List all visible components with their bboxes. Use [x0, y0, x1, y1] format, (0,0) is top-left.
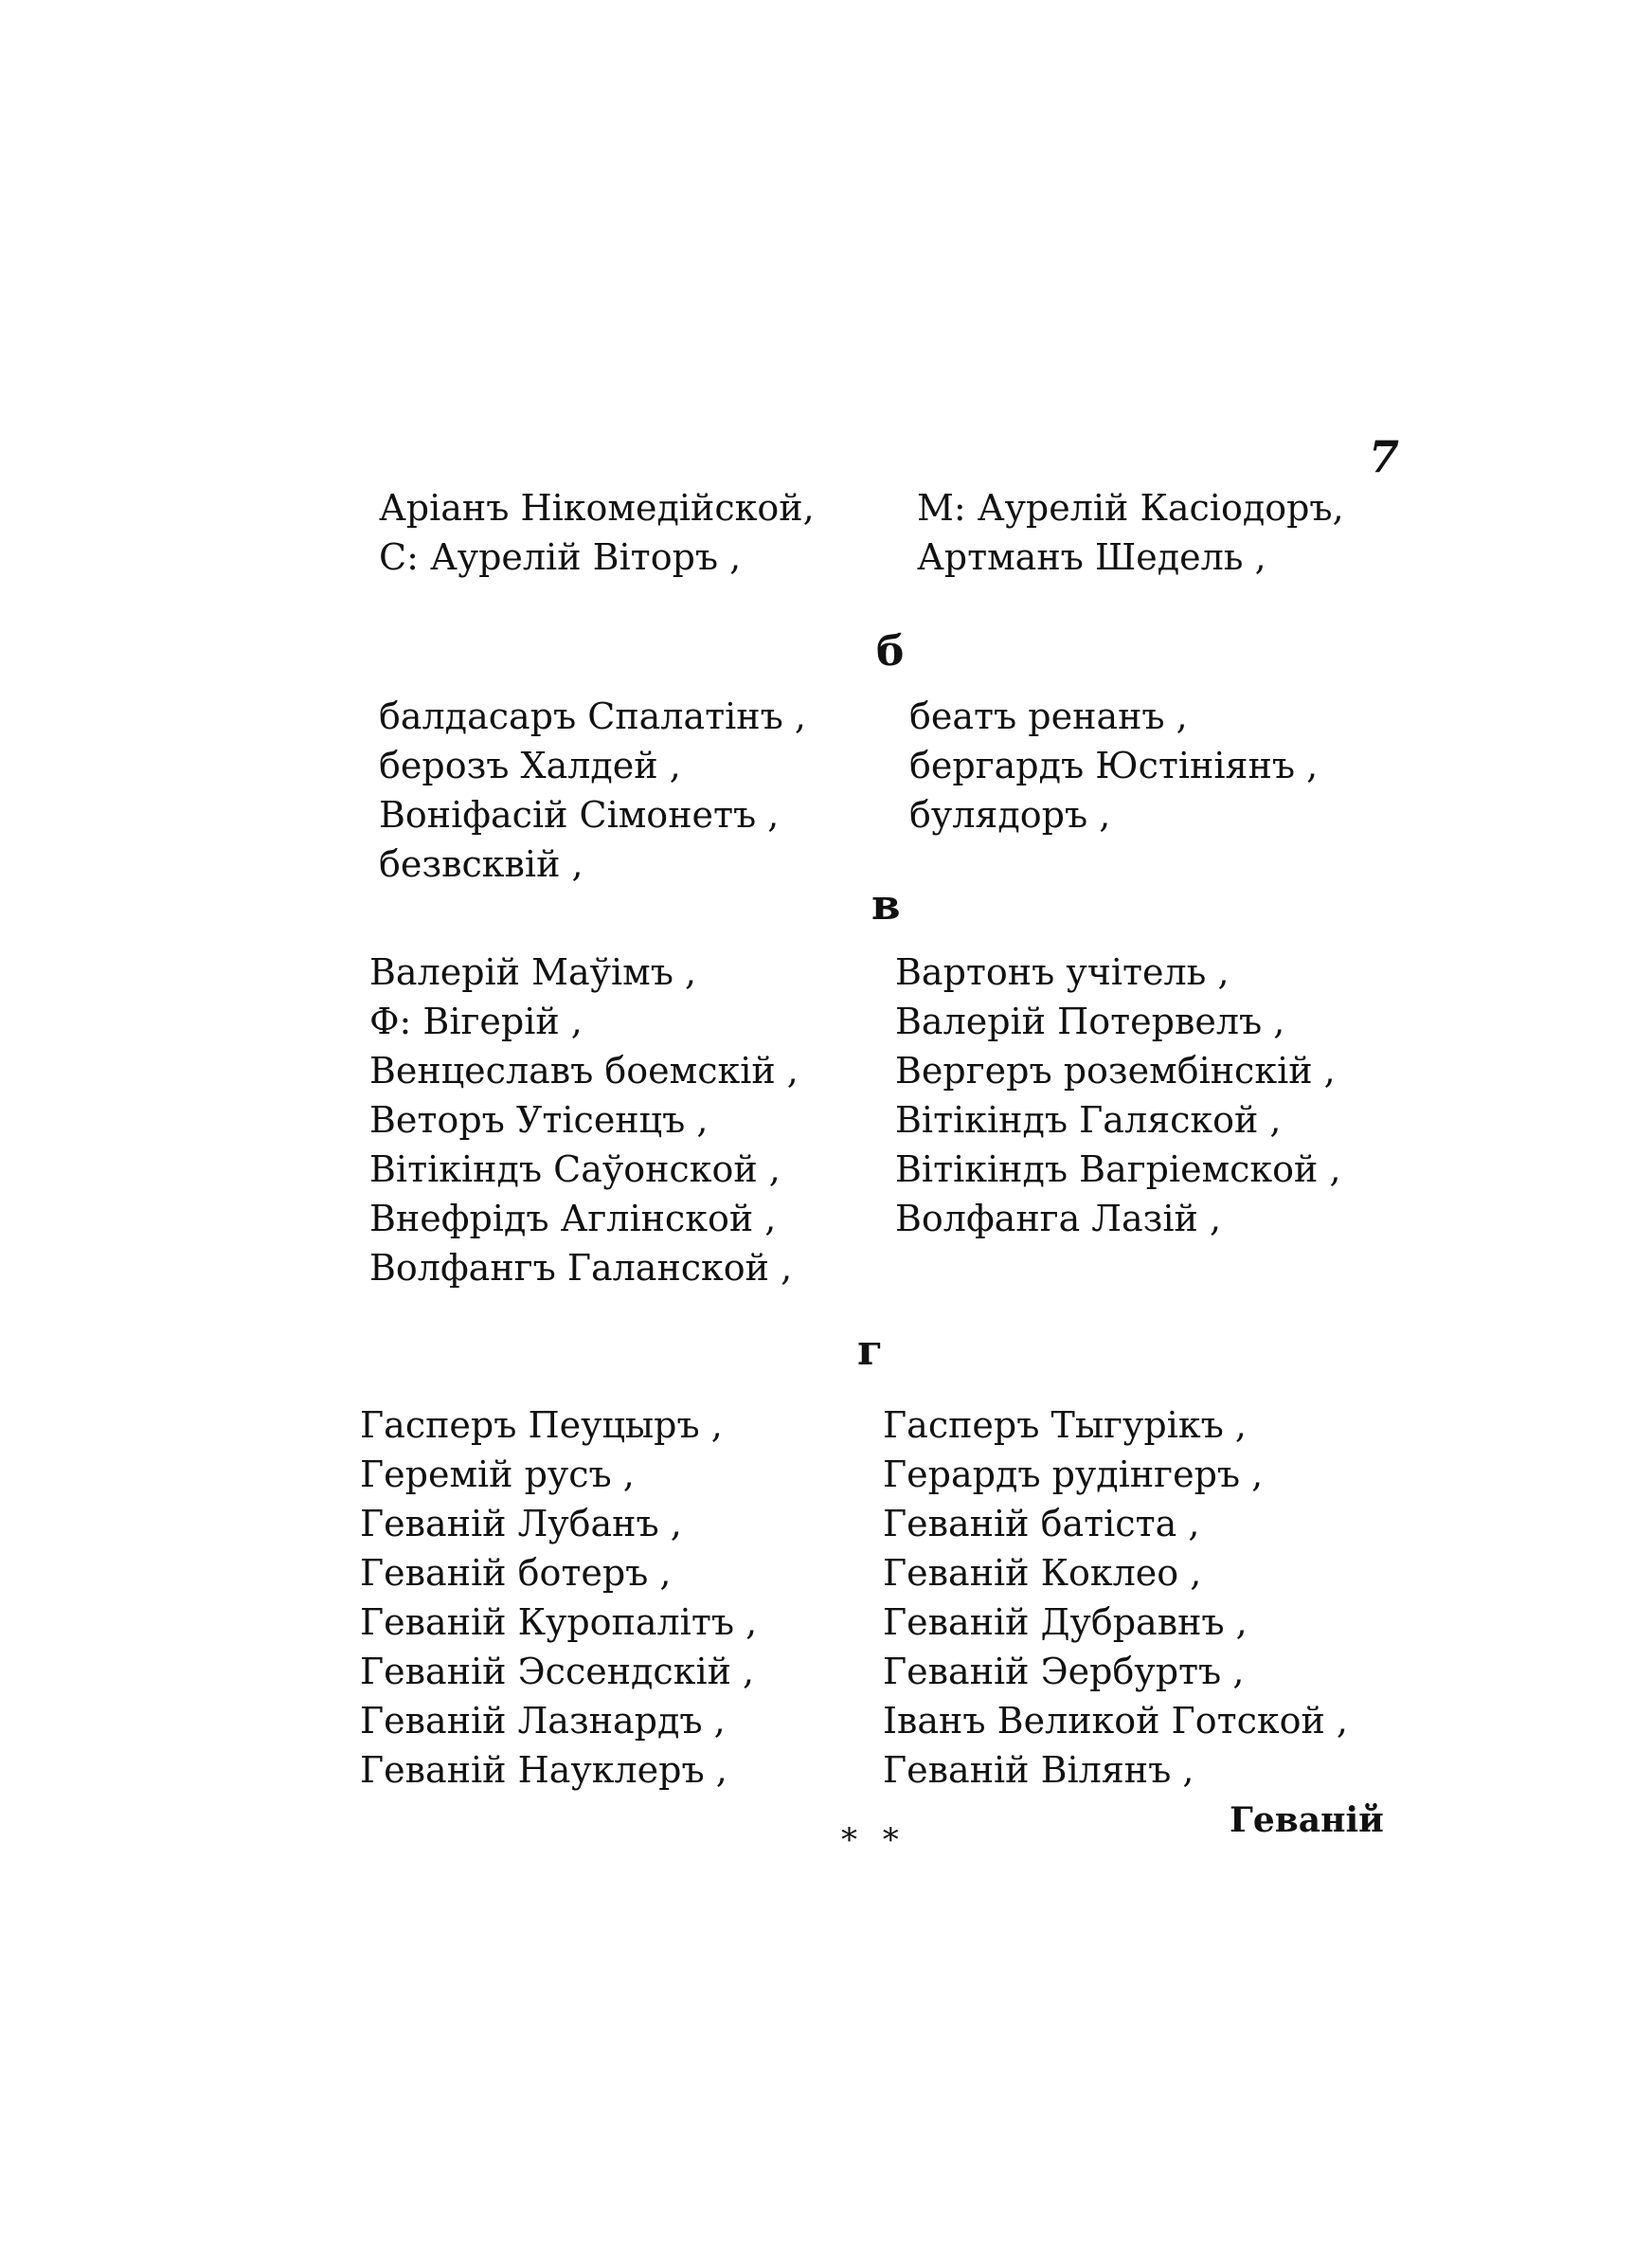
entry: Геваній Куропалітъ , [360, 1601, 758, 1643]
entry: Геваній Эссендскій , [360, 1651, 755, 1692]
section-a-right-column [917, 483, 1344, 582]
entry: Ф: Вігерій , [369, 1001, 583, 1042]
entry: Геваній Лазнардъ , [360, 1700, 726, 1742]
entry: Геваній ботеръ , [360, 1552, 672, 1594]
entry: Венцеславъ боемскій , [369, 1050, 799, 1092]
section-v-right-column [895, 948, 1341, 1243]
entry: М: Аурелій Касіодоръ, [917, 487, 1344, 529]
section-v-left-column [369, 948, 799, 1292]
entry: балдасаръ Спалатінъ , [379, 695, 806, 737]
entry: Волфангъ Галанской , [369, 1247, 793, 1289]
entry: Внефрідъ Аглінской , [369, 1198, 777, 1239]
entry: Вітікіндъ Саўонской , [369, 1148, 781, 1190]
section-b-heading: б [876, 627, 905, 676]
entry: Геремій русъ , [360, 1454, 635, 1495]
entry: Геваній Коклео , [883, 1552, 1202, 1594]
entry: Вітікіндъ Вагріемской , [895, 1148, 1341, 1190]
entry: Геваній батіста , [883, 1503, 1200, 1544]
entry: Геваній Науклеръ , [360, 1749, 727, 1791]
section-g-right-column [883, 1400, 1348, 1795]
catchword: Геваній [1230, 1800, 1384, 1840]
entry: Вартонъ учітель , [895, 951, 1230, 993]
entry: Волфанга Лазій , [895, 1198, 1222, 1239]
section-b-left-column [379, 692, 806, 889]
entry: С: Аурелій Віторъ , [379, 536, 742, 578]
entry: Геваній Вілянъ , [883, 1749, 1194, 1791]
entry: Валерій Потервелъ , [895, 1001, 1285, 1042]
entry: Герардъ рудінгеръ , [883, 1454, 1264, 1495]
entry: Артманъ Шедель , [917, 536, 1266, 578]
entry: Веторъ Утісенцъ , [369, 1099, 709, 1141]
entry: булядоръ , [909, 794, 1111, 836]
entry: Вергеръ розембінскій , [895, 1050, 1336, 1092]
entry: Валерій Маўімъ , [369, 951, 697, 993]
section-b-right-column [909, 692, 1318, 840]
entry: беатъ ренанъ , [909, 695, 1188, 737]
entry: Гасперъ Тыгурікъ , [883, 1404, 1247, 1446]
entry: безвсквій , [379, 843, 584, 885]
page-number: 7 [1369, 431, 1400, 482]
entry: Геваній Лубанъ , [360, 1503, 682, 1544]
entry: бергардъ Юстініянъ , [909, 745, 1319, 786]
signature-mark: * * [841, 1821, 907, 1859]
entry: Воніфасій Сімонетъ , [379, 794, 780, 836]
section-g-heading: г [857, 1327, 883, 1375]
entry: Геваній Дубравнъ , [883, 1601, 1248, 1643]
entry: Іванъ Великой Готской , [883, 1700, 1349, 1742]
entry: Вітікіндъ Галяской , [895, 1099, 1282, 1141]
section-g-left-column [360, 1400, 757, 1795]
entry: берозъ Халдей , [379, 745, 681, 786]
entry: Аріанъ Нікомедійской, [379, 487, 815, 529]
entry: Геваній Эербуртъ , [883, 1651, 1245, 1692]
section-a-left-column [379, 483, 815, 582]
entry: Гасперъ Пеуцыръ , [360, 1404, 723, 1446]
section-v-heading: в [871, 881, 901, 930]
